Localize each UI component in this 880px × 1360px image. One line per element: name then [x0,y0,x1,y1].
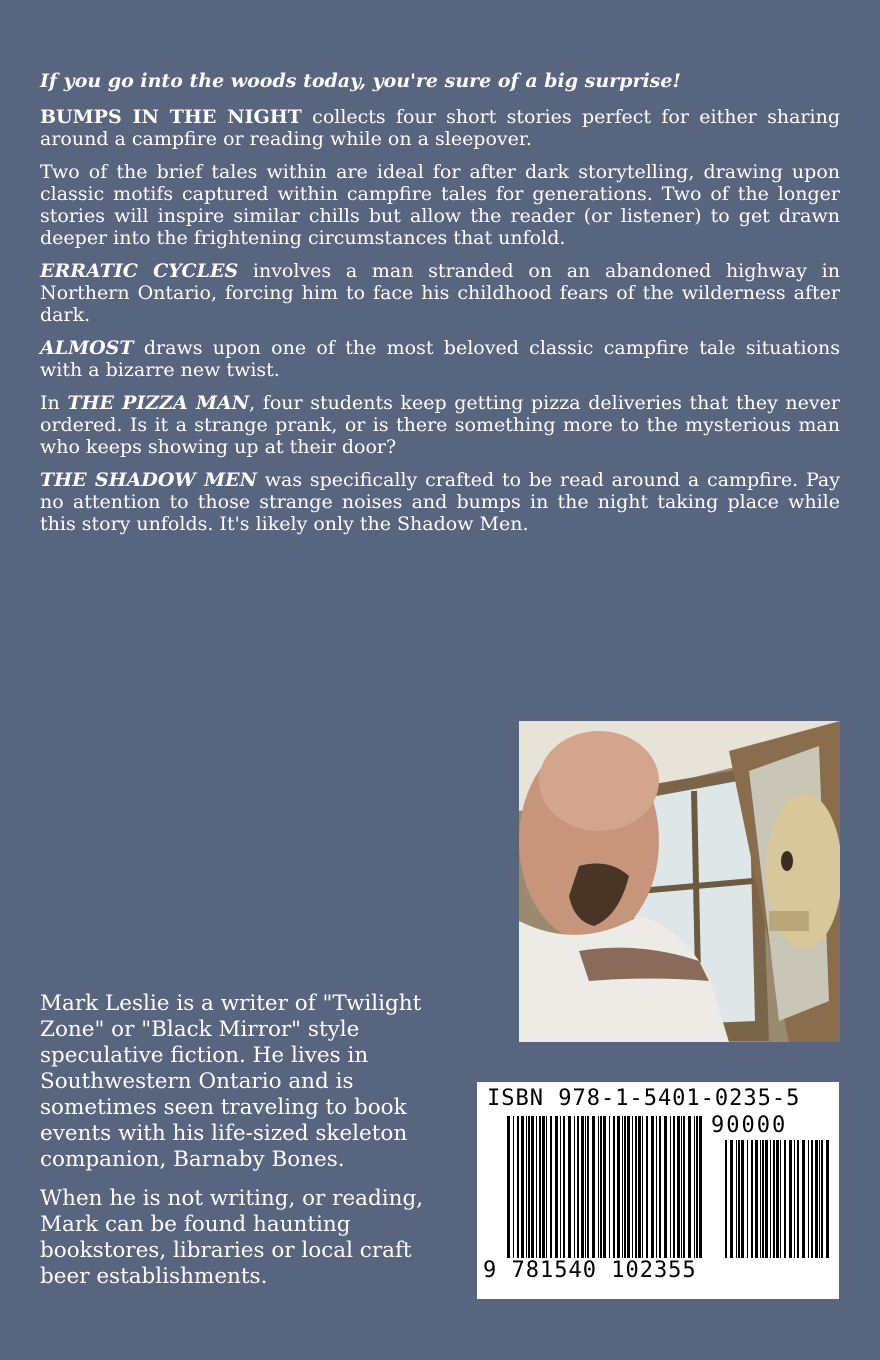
barcode-bar [531,1116,534,1258]
barcode-bar [694,1116,695,1258]
blurb-paragraph-3 [40,260,840,326]
barcode-bar [826,1140,829,1258]
barcode-bar [617,1116,620,1258]
barcode-bar [811,1140,813,1258]
barcode-bar [751,1140,753,1258]
barcode-bar [598,1116,599,1258]
barcode-bar [670,1116,671,1258]
barcode-bar [770,1140,771,1258]
barcode-bar [780,1140,781,1258]
isbn-barcode [477,1082,839,1299]
barcode-bar [632,1116,633,1258]
blurb-text: , four students keep getting pizza deliveries that they never ordered. Is it a strange prank, or is there something more to the mysterious man who keeps showing up at their door? [40,392,840,458]
story-title: THE PIZZA MAN [67,392,250,414]
barcode-bar [560,1116,561,1258]
tagline: If you go into the woods today, you're sure of a big surprise! [40,70,681,92]
barcode-bar [765,1140,768,1258]
barcode-bar [642,1116,643,1258]
barcode-bar [656,1116,657,1258]
barcode-bar [574,1116,575,1258]
barcode-bar [762,1140,764,1258]
barcode-bar [802,1140,805,1258]
back-cover-blurb [40,70,840,546]
barcode-bar [521,1116,524,1258]
barcode-bar [688,1116,691,1258]
barcode-bar [738,1140,740,1258]
barcode-bar [821,1140,823,1258]
barcode-bar [592,1116,595,1258]
barcode-bar [507,1116,510,1258]
barcode-bar [528,1116,530,1258]
barcode-bar [797,1140,799,1258]
barcode-bar [577,1116,579,1258]
story-title: ALMOST [40,337,134,359]
barcode-bar [789,1140,792,1258]
author-photo [519,721,840,1042]
barcode-bar [622,1116,623,1258]
barcode-bar [755,1140,758,1258]
barcode-bar [550,1116,552,1258]
barcode-bar [651,1116,654,1258]
blurb-paragraph-5 [40,392,840,458]
barcode-bar [536,1116,537,1258]
barcode-bar [773,1140,775,1258]
blurb-text: involves a man stranded on an abandoned highway in Northern Ontario, forcing him to face his childhood fears of the wilderness after dark. [40,260,840,326]
blurb-text: draws upon one of the most beloved classic campfire tale situations with a bizarre new twist. [40,337,840,381]
barcode-bar [539,1116,541,1258]
barcode-bar [747,1140,748,1258]
barcode-bar [581,1116,584,1258]
bio-paragraph-2: When he is not writing, or reading, Mark can be found haunting bookstores, libraries or local craft beer establishments. [40,1186,424,1289]
price-code: 90000 [711,1113,788,1138]
barcode-bar [794,1140,795,1258]
barcode-bar [736,1140,737,1258]
barcode-bar [555,1116,558,1258]
barcode-bar [659,1116,661,1258]
barcode-bar [696,1116,698,1258]
blurb-paragraph-2: Two of the brief tales within are ideal for after dark storytelling, drawing upon classic motifs captured within campfire tales for generations. Two of the longer stories will inspire similar chills but allow the reader (or listener) to get drawn deeper into the frightening circumstances that unfold. [40,161,840,249]
barcode-bar [683,1116,685,1258]
blurb-text: was specifically crafted to be read around a campfire. Pay no attention to those strange noises and bumps in the night taking place while this story unfolds. It's likely only the Shadow Men. [40,469,840,535]
barcode-bar [819,1140,820,1258]
barcode-bar [624,1116,626,1258]
barcode-bar [609,1116,610,1258]
author-bio [40,991,460,1303]
barcode-bar [600,1116,602,1258]
barcode-bar [627,1116,630,1258]
barcode-bar [730,1140,733,1258]
story-title: THE SHADOW MEN [40,469,257,491]
barcode-bar [517,1116,519,1258]
blurb-text: collects four short stories perfect for either sharing around a campfire or reading while on a sleepover. [40,106,840,150]
barcode-bar [613,1116,615,1258]
barcode-bar [638,1116,641,1258]
bio-paragraph-1: Mark Leslie is a writer of "Twilight Zone" or "Black Mirror" style speculative fiction. He lives in Southwestern Ontario and is sometimes seen traveling to book events with his life-sized skeleton companion, Barnaby Bones. [40,991,422,1172]
barcode-bar [513,1116,514,1258]
barcode-bar [546,1116,547,1258]
barcode-bar [585,1116,586,1258]
barcode-bar [677,1116,680,1258]
ean-digits: 9 781540 102355 [483,1258,697,1283]
barcode-bar [760,1140,761,1258]
barcode-bar [563,1116,565,1258]
barcode-bar [664,1116,667,1258]
isbn-label: ISBN 978-1-5401-0235-5 [487,1086,801,1111]
blurb-paragraph-6 [40,469,840,535]
barcode-bar [681,1116,682,1258]
barcode-bar [776,1140,779,1258]
blurb-paragraph-4 [40,337,840,381]
barcode-bar [784,1140,786,1258]
barcode-bar [673,1116,675,1258]
barcode-bar [587,1116,589,1258]
barcode-bar [741,1140,744,1258]
barcode-bar [808,1140,809,1258]
barcode-bar [603,1116,606,1258]
story-title: ERRATIC CYCLES [40,260,239,282]
barcode-bar [699,1116,702,1258]
barcode-bar [526,1116,527,1258]
barcode-bar [815,1140,818,1258]
barcode-bar [568,1116,571,1258]
barcode-bar [635,1116,637,1258]
author-photo-illustration [519,721,840,1042]
book-title: BUMPS IN THE NIGHT [40,106,302,128]
barcode-bar [646,1116,648,1258]
blurb-paragraph-1 [40,106,840,150]
barcode-bar [725,1140,727,1258]
barcode-bar [542,1116,545,1258]
blurb-text: In [40,392,68,414]
